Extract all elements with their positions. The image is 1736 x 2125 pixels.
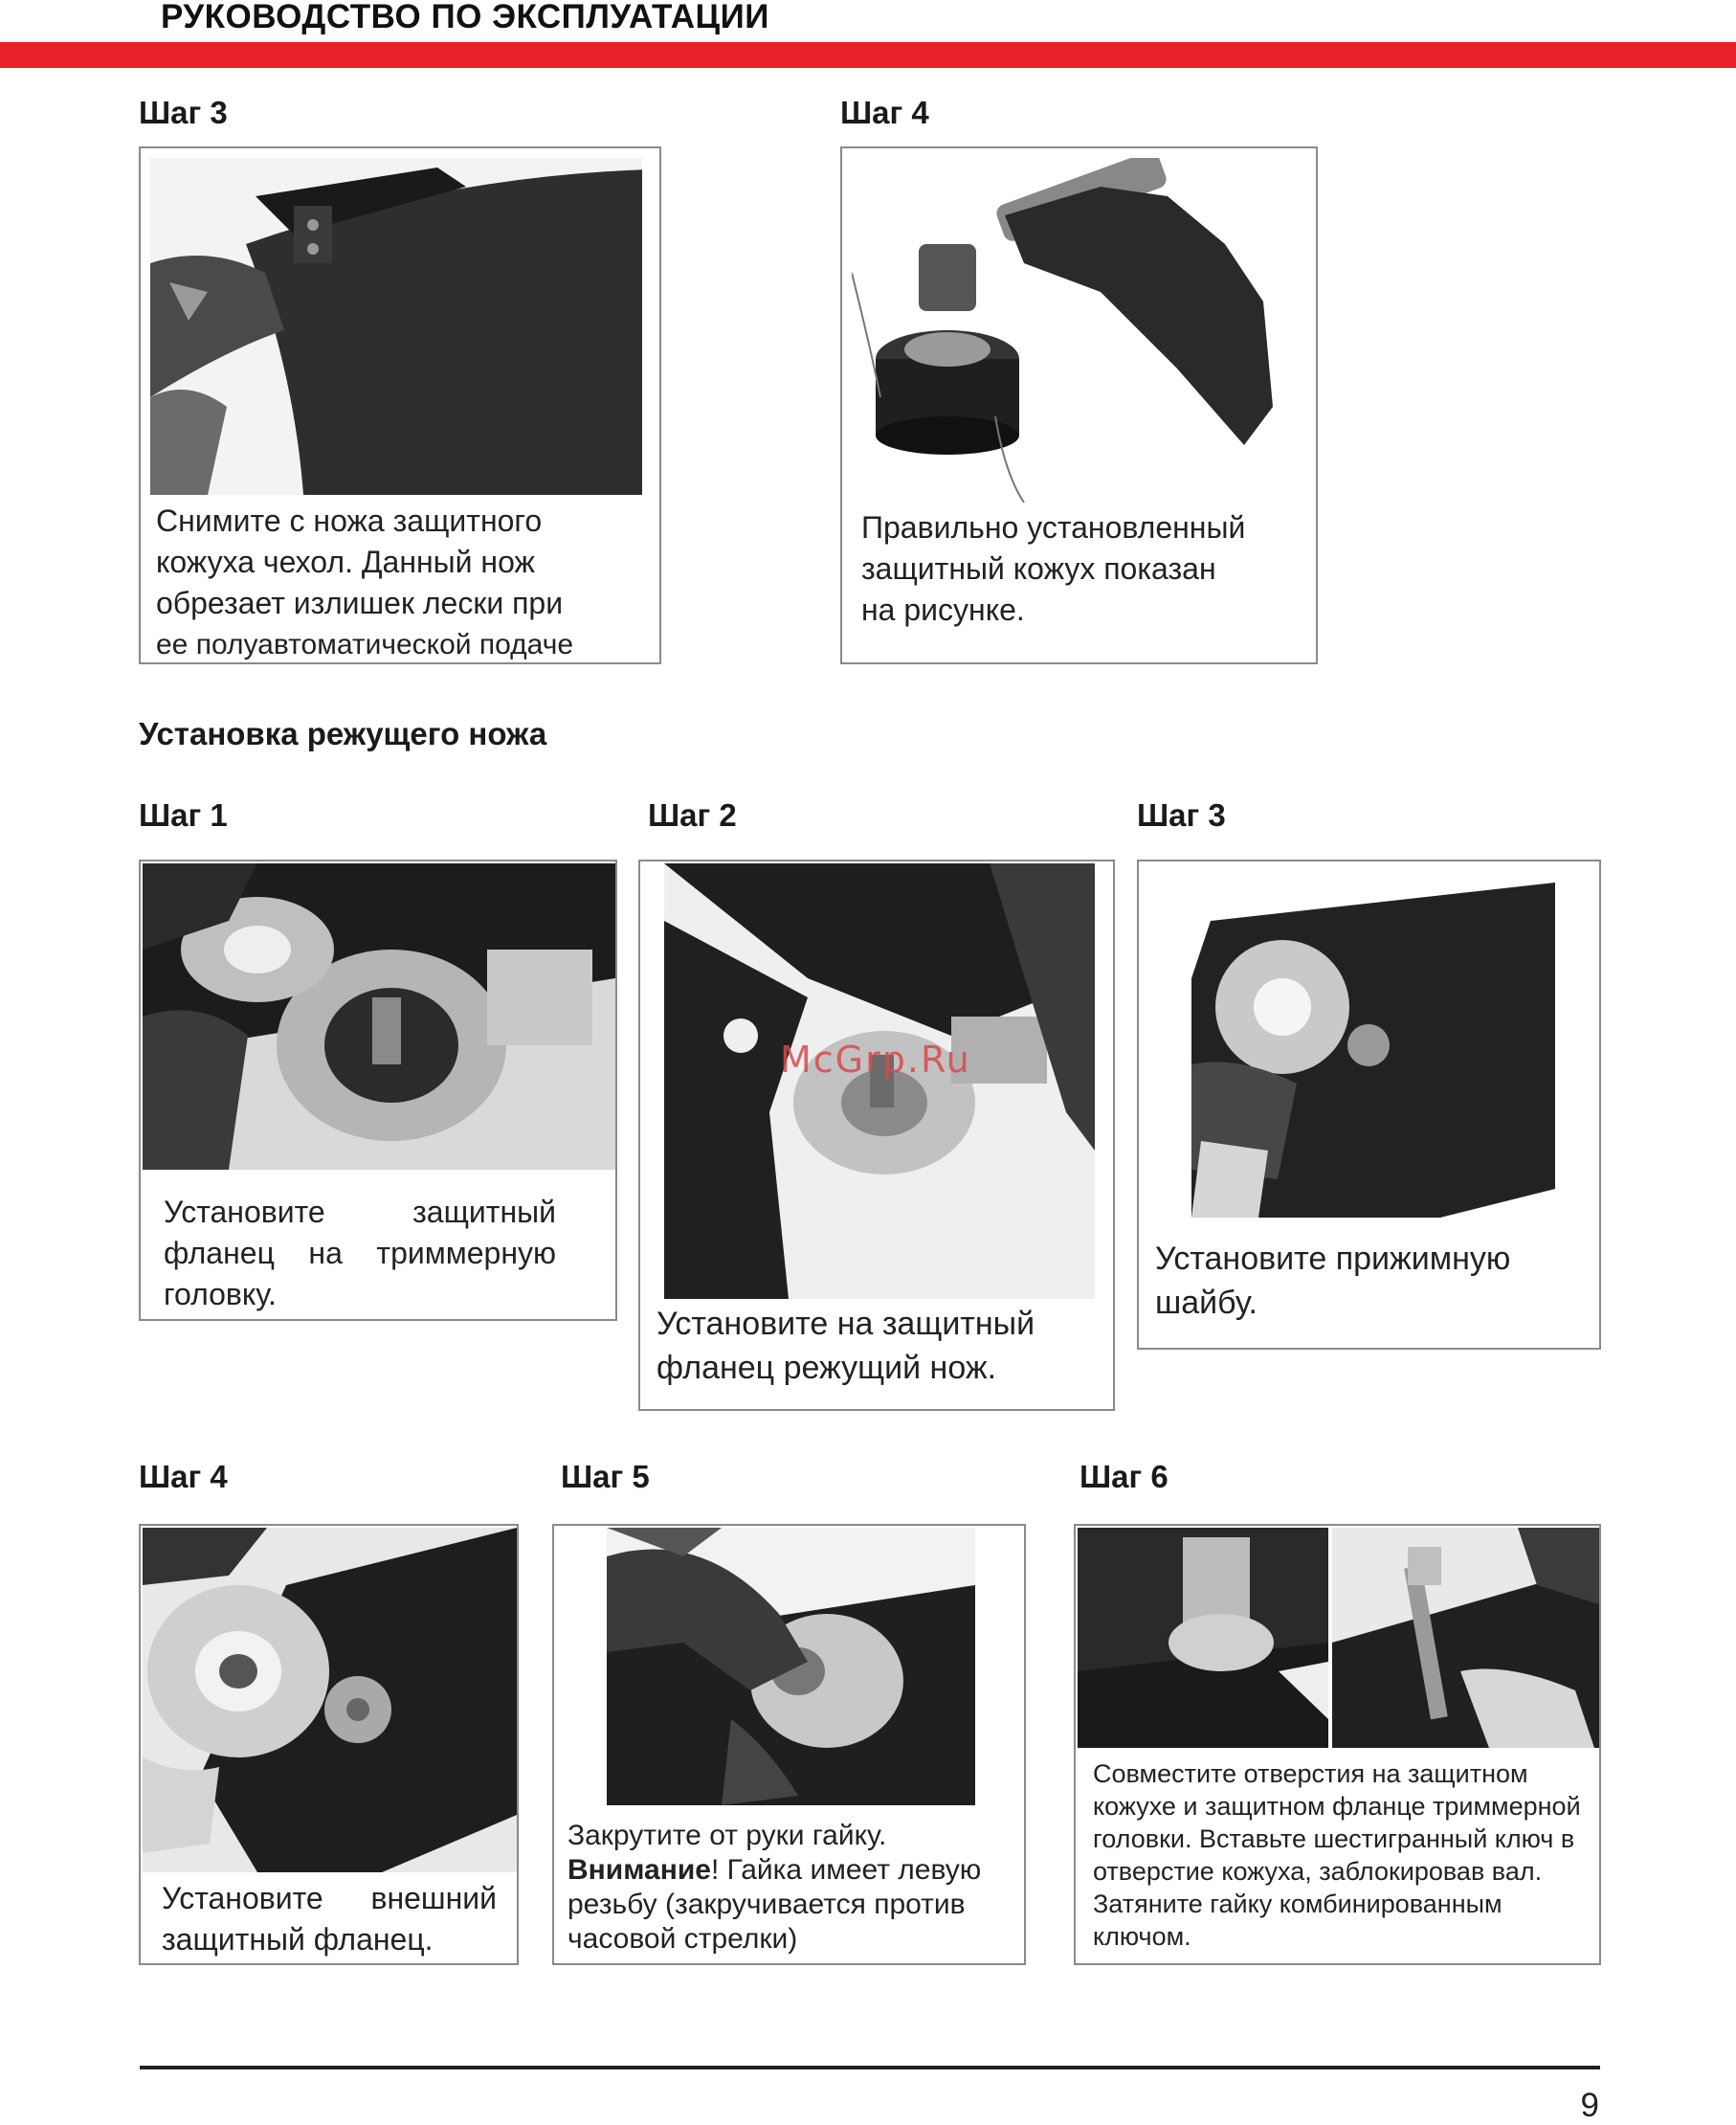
- step-label: Шаг 5: [561, 1459, 650, 1494]
- step-label: Шаг 4: [139, 1459, 228, 1494]
- card-caption: [164, 1192, 556, 1274]
- photo-tighten-nut: [607, 1528, 975, 1805]
- caption-warning-text: ! Гайка имеет левую резьбу (закручивается против часовой стрелки): [568, 1854, 982, 1955]
- instruction-card: [139, 1524, 519, 1965]
- card-caption: [1155, 1237, 1586, 1325]
- card-caption: [568, 1819, 1017, 1957]
- card-caption-last: защитный фланец.: [162, 1922, 434, 1957]
- card-caption: [156, 501, 654, 665]
- caption-line: обрезает излишек лески при: [156, 586, 564, 620]
- card-caption: [861, 507, 1311, 631]
- caption-line: фланец на триммерную: [164, 1236, 556, 1270]
- photo-installed-guard: [852, 158, 1308, 503]
- caption-line: кожуха чехол. Данный нож: [156, 545, 535, 579]
- card-caption: [657, 1302, 1106, 1390]
- caption-line: Установите защитный: [164, 1195, 556, 1229]
- step-label: Шаг 4: [840, 95, 929, 130]
- caption-line: защитный кожух показан: [861, 551, 1216, 586]
- photo-pressure-washer: [1191, 863, 1555, 1218]
- instruction-card: [638, 860, 1115, 1411]
- caption-line: шайбу.: [1155, 1285, 1257, 1321]
- step-label: Шаг 3: [139, 95, 228, 130]
- photo-blade-cover-removal: [150, 158, 642, 495]
- caption-line: на рисунке.: [861, 593, 1025, 627]
- caption-line: Правильно установленный: [861, 510, 1246, 545]
- caption-bold-warning: Внимание: [568, 1854, 711, 1886]
- instruction-card: [1137, 860, 1601, 1350]
- photo-outer-flange: [143, 1528, 517, 1872]
- step-label: Шаг 2: [648, 797, 737, 833]
- caption-line: Установите на защитный: [657, 1306, 1035, 1342]
- page-number: 9: [1580, 2087, 1599, 2124]
- caption-line: Установите внешний: [162, 1881, 497, 1915]
- step-label: Шаг 6: [1079, 1459, 1168, 1494]
- card-caption-last: головку.: [164, 1277, 277, 1311]
- caption-line: Установите прижимную: [1155, 1241, 1511, 1277]
- instruction-card: [139, 860, 617, 1321]
- instruction-card: [552, 1524, 1026, 1965]
- caption-line: ее полуавтоматической подаче: [156, 629, 574, 660]
- step-label: Шаг 3: [1137, 797, 1226, 833]
- instruction-card: [1074, 1524, 1601, 1965]
- card-caption: [162, 1878, 497, 1919]
- photo-protective-flange: [143, 863, 615, 1170]
- page-header-title: РУКОВОДСТВО ПО ЭКСПЛУАТАЦИИ: [161, 0, 769, 35]
- caption-warning: [568, 1853, 1017, 1957]
- caption-line: Закрутите от руки гайку.: [568, 1820, 887, 1851]
- section-title: Установка режущего ножа: [139, 716, 547, 751]
- step-label: Шаг 1: [139, 797, 228, 833]
- caption-line: Снимите с ножа защитного: [156, 503, 543, 538]
- caption-line: фланец режущий нож.: [657, 1350, 997, 1386]
- instruction-card: [840, 146, 1318, 664]
- footer-divider: [140, 2066, 1600, 2069]
- header-red-bar: [0, 42, 1736, 68]
- instruction-card: [139, 146, 661, 664]
- watermark-text: McGrp.Ru: [780, 1039, 971, 1081]
- photo-cutting-blade-on-flange: [664, 863, 1095, 1299]
- photo-lock-and-tighten: [1078, 1528, 1599, 1748]
- card-caption: Совместите отверстия на защитном кожухе и защитном фланце триммерной головки. Вставьте шестигранный ключ в отверстие кожуха, заблокировав вал. Затяните гайку комбинированным ключом.: [1093, 1759, 1581, 1951]
